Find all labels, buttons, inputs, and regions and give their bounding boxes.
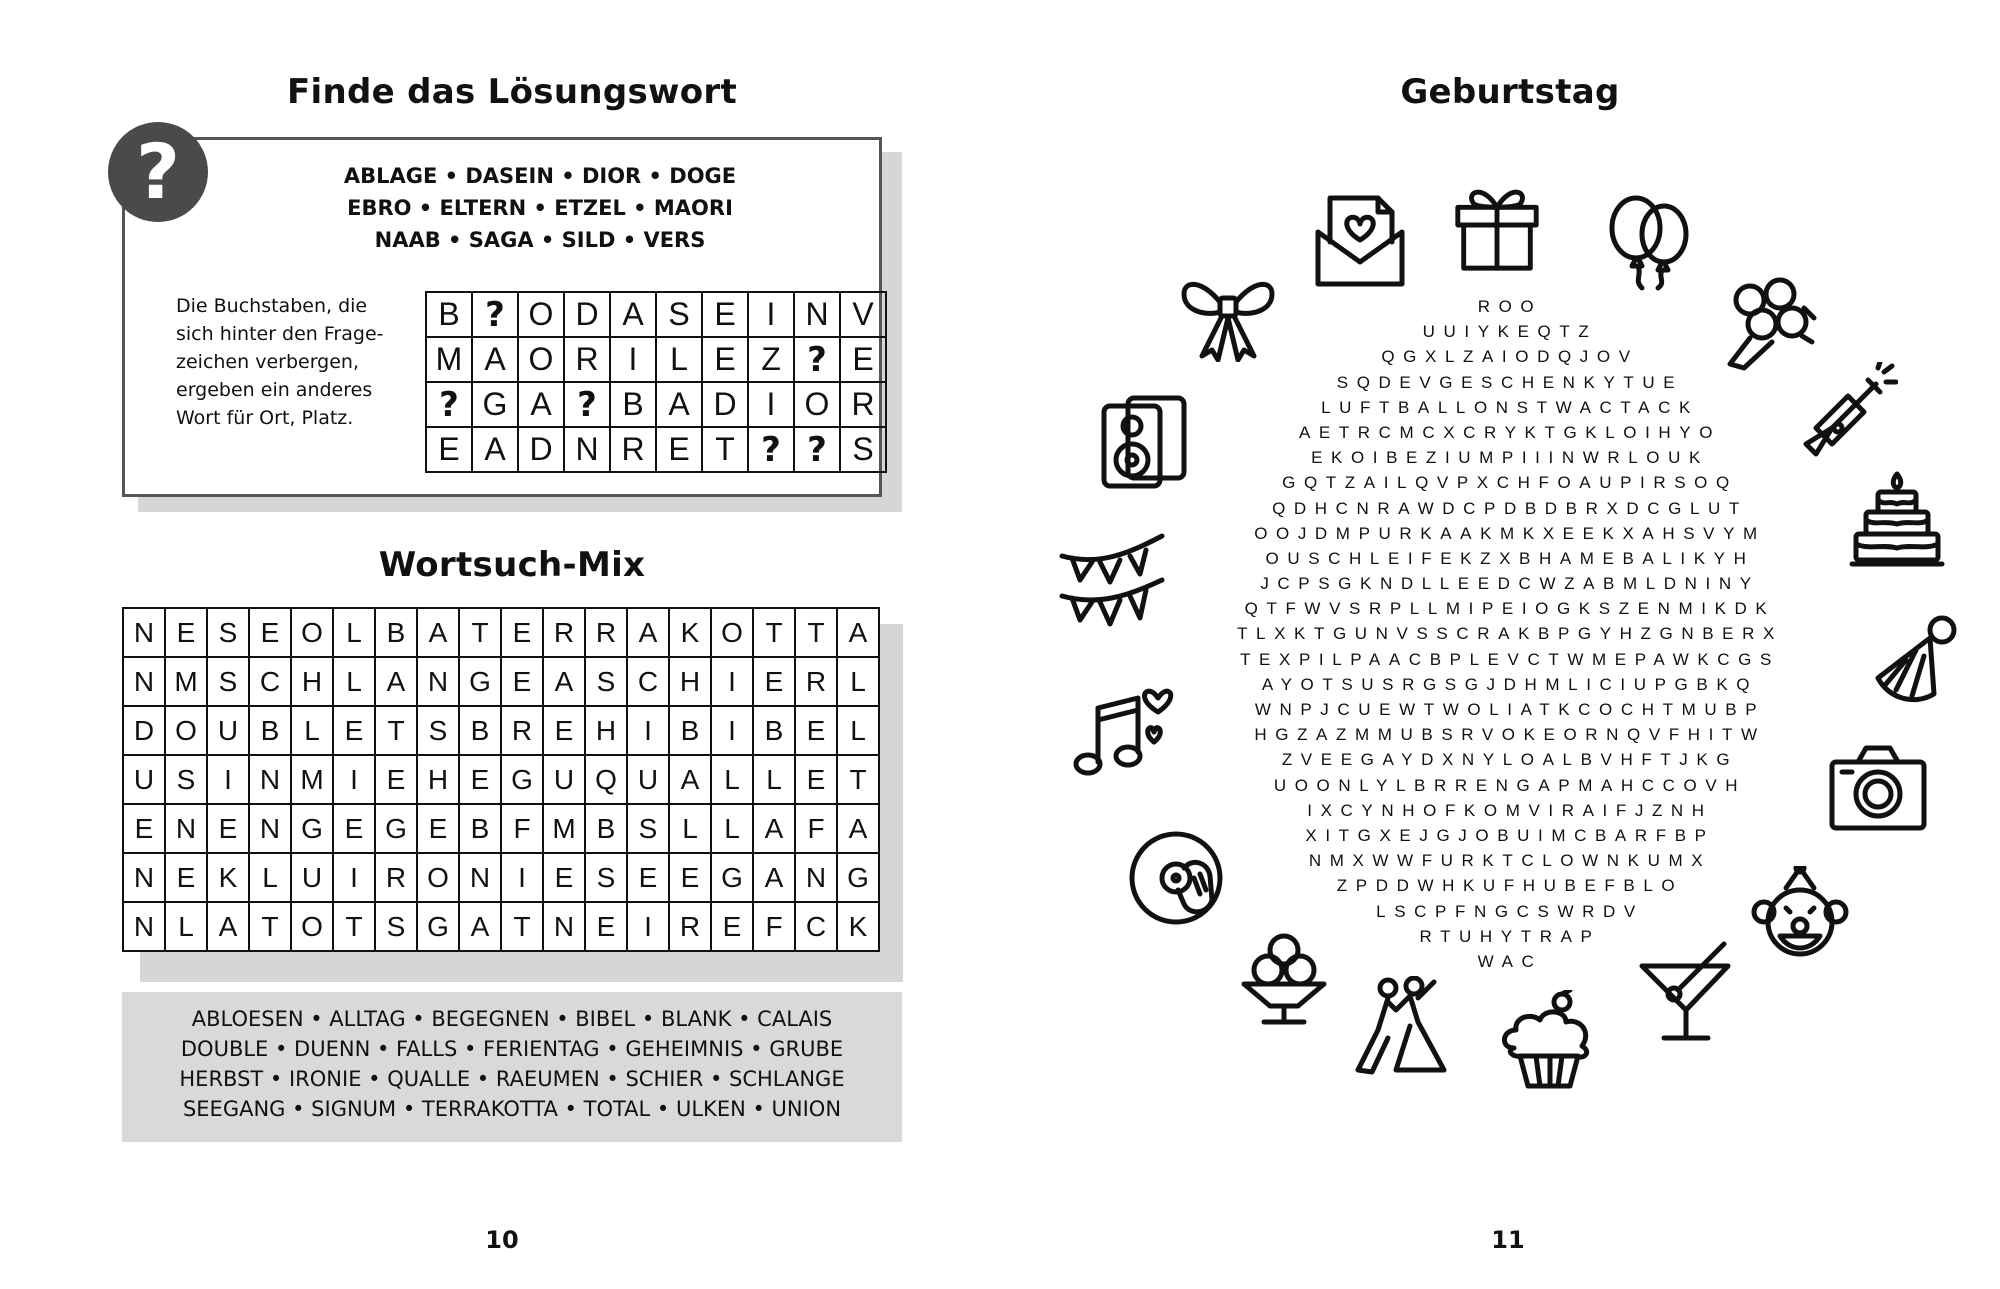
- word-grid-cell: B: [585, 804, 627, 853]
- circle-row: IXCYNHOFKOMVIRAIFJZNH: [1307, 800, 1713, 820]
- word-grid-cell: L: [165, 902, 207, 951]
- word-grid-cell: T: [333, 902, 375, 951]
- camera-icon: [1828, 742, 1928, 834]
- word-grid-cell: N: [165, 804, 207, 853]
- word-grid-cell: F: [753, 902, 795, 951]
- letter-grid-cell: N: [794, 292, 840, 337]
- word-list-line: ABLAGE • DASEIN • DIOR • DOGE: [343, 164, 737, 188]
- title-geburtstag: Geburtstag: [1400, 72, 1620, 112]
- vinyl-record-icon: [1128, 828, 1228, 928]
- word-grid-cell: N: [249, 755, 291, 804]
- word-grid-cell: E: [417, 804, 459, 853]
- word-grid-cell: T: [837, 755, 879, 804]
- champagne-icon: [1798, 362, 1898, 462]
- word-grid-cell: N: [417, 657, 459, 706]
- word-list-line: EBRO • ELTERN • ETZEL • MAORI: [347, 196, 733, 220]
- word-grid-cell: L: [291, 706, 333, 755]
- word-search-list-line: ABLOESEN • ALLTAG • BEGEGNEN • BIBEL • BLANK • CALAIS: [191, 1007, 833, 1031]
- word-grid-cell: H: [669, 657, 711, 706]
- word-grid-cell: U: [291, 853, 333, 902]
- word-grid-cell: O: [291, 608, 333, 657]
- circle-row: AYOTSUSRGSGJDHMLICIUPGBKQ: [1261, 674, 1759, 694]
- word-grid-cell: K: [207, 853, 249, 902]
- balloons-icon: [1598, 192, 1698, 292]
- letter-grid-cell: A: [518, 382, 564, 427]
- word-grid-cell: E: [501, 657, 543, 706]
- word-grid-cell: S: [375, 902, 417, 951]
- circle-row: RTUHYTRAP: [1419, 926, 1601, 946]
- letter-grid-cell: A: [472, 427, 518, 472]
- word-grid-cell: K: [669, 608, 711, 657]
- word-grid-cell: R: [375, 853, 417, 902]
- word-grid-cell: E: [333, 706, 375, 755]
- word-grid-cell: L: [669, 804, 711, 853]
- circle-row: NMXWWFURKTCLOWNKUMX: [1308, 851, 1712, 871]
- question-mark-icon: ?: [108, 122, 208, 222]
- word-grid-cell: L: [837, 706, 879, 755]
- letter-grid-cell: D: [564, 292, 610, 337]
- letter-grid-cell: G: [472, 382, 518, 427]
- word-grid-cell: E: [249, 608, 291, 657]
- word-grid-cell: N: [249, 804, 291, 853]
- word-grid-cell: I: [627, 706, 669, 755]
- circle-row: TLXKTGUNVSSCRAKBPGYHZGNBERX: [1237, 624, 1783, 644]
- word-grid-cell: L: [333, 657, 375, 706]
- word-grid-cell: G: [417, 902, 459, 951]
- circle-row: OUSCHLEIFEKZXBHAMEBALIKYH: [1265, 548, 1755, 568]
- letter-grid-cell: T: [702, 427, 748, 472]
- letter-grid-cell: E: [702, 292, 748, 337]
- word-grid-cell: O: [711, 608, 753, 657]
- word-grid-cell: U: [543, 755, 585, 804]
- title-finde-loesungswort: Finde das Lösungswort: [286, 72, 737, 112]
- word-grid-cell: T: [501, 902, 543, 951]
- letter-grid-cell: ?: [426, 382, 472, 427]
- word-grid-cell: A: [753, 853, 795, 902]
- letter-grid-cell: I: [748, 292, 794, 337]
- word-grid-cell: S: [585, 853, 627, 902]
- word-grid-cell: C: [627, 657, 669, 706]
- word-grid-cell: I: [333, 755, 375, 804]
- circle-row: ROO: [1477, 297, 1543, 316]
- word-grid-cell: E: [333, 804, 375, 853]
- bow-icon: [1178, 272, 1278, 362]
- word-grid-cell: O: [417, 853, 459, 902]
- letter-grid-cell: ?: [794, 337, 840, 382]
- word-grid-cell: E: [543, 853, 585, 902]
- word-grid-cell: B: [459, 706, 501, 755]
- word-grid-cell: I: [207, 755, 249, 804]
- word-grid-cell: I: [333, 853, 375, 902]
- circle-row: GQTZAILQVPXCHFOAUPIRSOQ: [1282, 473, 1738, 493]
- circle-row: XITGXEJGJOBUIMCBARFBP: [1305, 825, 1715, 845]
- word-grid-cell: I: [501, 853, 543, 902]
- circle-row: WAC: [1477, 951, 1543, 971]
- word-grid-cell: K: [837, 902, 879, 951]
- word-grid-cell: B: [669, 706, 711, 755]
- word-grid-cell: R: [795, 657, 837, 706]
- word-grid-cell: A: [417, 608, 459, 657]
- letter-grid-row: [426, 382, 886, 427]
- word-grid-cell: T: [753, 608, 795, 657]
- letter-grid-cell: O: [518, 337, 564, 382]
- word-search-list-line: HERBST • IRONIE • QUALLE • RAEUMEN • SCHIER • SCHLANGE: [179, 1067, 845, 1091]
- letter-grid-cell: ?: [748, 427, 794, 472]
- circle-row: HGZAZMMUBSRVOKEORNQVFHITW: [1254, 725, 1766, 745]
- word-grid-cell: F: [795, 804, 837, 853]
- letter-grid-cell: R: [840, 382, 886, 427]
- word-grid-cell: O: [165, 706, 207, 755]
- word-grid-cell: E: [795, 706, 837, 755]
- word-grid-cell: B: [375, 608, 417, 657]
- word-grid-row: [123, 706, 879, 755]
- hint-line: ergeben ein anderes: [176, 379, 373, 401]
- word-grid-cell: Q: [585, 755, 627, 804]
- word-grid-cell: E: [501, 608, 543, 657]
- word-grid-cell: T: [459, 608, 501, 657]
- word-grid-cell: B: [753, 706, 795, 755]
- hint-line: sich hinter den Frage-: [176, 323, 384, 345]
- word-grid-cell: E: [585, 902, 627, 951]
- word-grid-cell: U: [627, 755, 669, 804]
- word-grid-cell: E: [165, 853, 207, 902]
- letter-grid-cell: N: [564, 427, 610, 472]
- word-grid-row: [123, 608, 879, 657]
- page-number-right: 11: [1491, 1226, 1525, 1254]
- word-grid-row: [123, 657, 879, 706]
- circle-row: OOJDMPURKAAKMKXEEKXAHSVYM: [1254, 523, 1766, 543]
- word-grid-cell: N: [543, 902, 585, 951]
- letter-grid-cell: R: [610, 427, 656, 472]
- letter-grid-cell: A: [610, 292, 656, 337]
- word-grid-cell: R: [501, 706, 543, 755]
- word-grid-cell: M: [543, 804, 585, 853]
- letter-grid-cell: O: [518, 292, 564, 337]
- bouquet-icon: [1720, 272, 1820, 372]
- bunting-icon: [1058, 530, 1168, 630]
- letter-grid-cell: S: [656, 292, 702, 337]
- word-grid-cell: E: [165, 608, 207, 657]
- word-grid-cell: E: [669, 853, 711, 902]
- word-grid-cell: M: [165, 657, 207, 706]
- circle-row: QTFWVSRPLLMIPEIOGKSZENMIKDK: [1244, 599, 1776, 619]
- word-grid-cell: G: [459, 657, 501, 706]
- word-grid-cell: I: [627, 902, 669, 951]
- letter-grid-cell: Z: [748, 337, 794, 382]
- word-grid-cell: R: [585, 608, 627, 657]
- word-grid-cell: N: [795, 853, 837, 902]
- letter-grid-cell: D: [518, 427, 564, 472]
- word-grid-cell: O: [291, 902, 333, 951]
- dancing-couple-icon: [1348, 976, 1448, 1080]
- circle-row: SQDEVGESCHENKYTUE: [1336, 372, 1684, 392]
- hint-text: [176, 292, 416, 432]
- word-grid-cell: A: [459, 902, 501, 951]
- word-grid-cell: B: [459, 804, 501, 853]
- word-grid-cell: U: [207, 706, 249, 755]
- circle-row: JCPSGKNDLLEEDCWZABMLDNINY: [1260, 574, 1760, 594]
- word-search-list-line: SEEGANG • SIGNUM • TERRAKOTTA • TOTAL • ULKEN • UNION: [182, 1097, 842, 1121]
- clown-icon: [1750, 866, 1850, 966]
- word-grid-cell: L: [711, 755, 753, 804]
- letter-grid-cell: S: [840, 427, 886, 472]
- letter-grid-cell: ?: [794, 427, 840, 472]
- word-grid-cell: I: [711, 706, 753, 755]
- word-grid-cell: E: [459, 755, 501, 804]
- word-grid-cell: L: [333, 608, 375, 657]
- word-grid-cell: C: [795, 902, 837, 951]
- gift-icon: [1448, 176, 1546, 274]
- word-search-grid: [122, 607, 880, 952]
- cupcake-icon: [1500, 990, 1598, 1090]
- circle-row: QDHCNRAWDCPDBDBRXDCGLUT: [1272, 498, 1748, 518]
- letter-grid-cell: ?: [564, 382, 610, 427]
- hint-line: Die Buchstaben, die: [176, 295, 368, 317]
- word-grid-cell: G: [375, 804, 417, 853]
- circle-row: ZPDDWHKUFHUBEFBLO: [1336, 876, 1684, 896]
- letter-grid-cell: E: [840, 337, 886, 382]
- word-grid-cell: A: [543, 657, 585, 706]
- letter-grid-cell: M: [426, 337, 472, 382]
- hint-line: Wort für Ort, Platz.: [176, 407, 354, 429]
- letter-grid-cell: I: [748, 382, 794, 427]
- word-grid-cell: S: [165, 755, 207, 804]
- word-grid-cell: E: [123, 804, 165, 853]
- word-grid-cell: L: [753, 755, 795, 804]
- word-grid-cell: N: [459, 853, 501, 902]
- letter-grid-cell: D: [702, 382, 748, 427]
- letter-grid-cell: E: [426, 427, 472, 472]
- word-grid-cell: L: [711, 804, 753, 853]
- letter-grid-row: [426, 292, 886, 337]
- word-grid-cell: T: [249, 902, 291, 951]
- word-grid-cell: C: [249, 657, 291, 706]
- music-notes-icon: [1068, 686, 1178, 786]
- word-grid-cell: A: [627, 608, 669, 657]
- word-grid-cell: U: [123, 755, 165, 804]
- circle-row: WNPJCUEWTWOLIATKCOCHTMUBP: [1254, 700, 1766, 719]
- word-grid-cell: H: [291, 657, 333, 706]
- circle-row: AETRCMCXCRYKTGKLOIHYO: [1298, 422, 1722, 442]
- word-grid-cell: I: [711, 657, 753, 706]
- circle-row: TEXPILPAACBPLEVCTWMEPAWKCGS: [1240, 649, 1780, 669]
- speaker-icon: [1098, 392, 1190, 492]
- circle-row: UUIYKEQTZ: [1422, 322, 1598, 342]
- circle-row: UOONLYLBRRENGAPMAHCCOVH: [1273, 775, 1747, 795]
- word-grid-cell: E: [627, 853, 669, 902]
- solution-word-list: [300, 160, 780, 256]
- letter-heart-icon: [1310, 192, 1410, 292]
- word-grid-cell: E: [375, 755, 417, 804]
- word-grid-cell: T: [795, 608, 837, 657]
- circle-row: ZVEEGAYDXNYLOALBVHFTJKG: [1281, 750, 1739, 770]
- word-grid-cell: S: [207, 608, 249, 657]
- ice-cream-icon: [1238, 928, 1330, 1028]
- word-grid-cell: E: [543, 706, 585, 755]
- word-grid-cell: S: [585, 657, 627, 706]
- word-grid-cell: G: [837, 853, 879, 902]
- word-grid-cell: S: [417, 706, 459, 755]
- word-grid-cell: B: [249, 706, 291, 755]
- letter-grid-cell: I: [610, 337, 656, 382]
- word-grid-cell: L: [249, 853, 291, 902]
- word-grid-row: [123, 853, 879, 902]
- word-grid-cell: S: [627, 804, 669, 853]
- word-grid-cell: E: [795, 755, 837, 804]
- letter-grid-row: [426, 337, 886, 382]
- word-grid-cell: S: [207, 657, 249, 706]
- letter-grid-cell: A: [472, 337, 518, 382]
- word-grid-cell: A: [837, 608, 879, 657]
- word-grid-cell: G: [291, 804, 333, 853]
- letter-grid: [425, 291, 887, 473]
- letter-grid-cell: L: [656, 337, 702, 382]
- party-hat-icon: [1868, 608, 1960, 708]
- letter-grid-cell: ?: [472, 292, 518, 337]
- word-grid-cell: R: [543, 608, 585, 657]
- word-grid-cell: A: [669, 755, 711, 804]
- word-grid-row: [123, 804, 879, 853]
- letter-grid-cell: A: [656, 382, 702, 427]
- word-grid-cell: M: [291, 755, 333, 804]
- circle-row: EKOIBEZIUMPIIINWRLOUK: [1311, 448, 1709, 468]
- letter-grid-cell: E: [656, 427, 702, 472]
- word-grid-cell: N: [123, 657, 165, 706]
- word-grid-cell: F: [501, 804, 543, 853]
- word-grid-cell: T: [375, 706, 417, 755]
- word-grid-cell: G: [501, 755, 543, 804]
- circle-row: LSCPFNGCSWRDV: [1376, 901, 1644, 921]
- letter-grid-row: [426, 427, 886, 472]
- word-grid-cell: L: [837, 657, 879, 706]
- word-grid-cell: E: [207, 804, 249, 853]
- word-grid-row: [123, 902, 879, 951]
- title-wortsuch-mix: Wortsuch-Mix: [378, 545, 646, 585]
- circle-row: LUFTBALLONSTWACTACK: [1321, 397, 1699, 417]
- word-grid-cell: N: [123, 608, 165, 657]
- cocktail-icon: [1638, 938, 1734, 1042]
- word-grid-cell: N: [123, 853, 165, 902]
- hint-line: zeichen verbergen,: [176, 351, 360, 373]
- word-grid-cell: A: [753, 804, 795, 853]
- word-grid-cell: D: [123, 706, 165, 755]
- letter-grid-cell: O: [794, 382, 840, 427]
- word-grid-cell: E: [711, 902, 753, 951]
- word-grid-cell: A: [837, 804, 879, 853]
- word-search-list: [122, 992, 902, 1142]
- letter-grid-cell: R: [564, 337, 610, 382]
- word-grid-cell: R: [669, 902, 711, 951]
- word-grid-cell: G: [711, 853, 753, 902]
- word-grid-cell: N: [123, 902, 165, 951]
- word-grid-cell: H: [585, 706, 627, 755]
- word-grid-cell: A: [375, 657, 417, 706]
- page-number-left: 10: [485, 1226, 519, 1254]
- word-search-list-line: DOUBLE • DUENN • FALLS • FERIENTAG • GEHEIMNIS • GRUBE: [180, 1037, 844, 1061]
- letter-grid-cell: B: [610, 382, 656, 427]
- word-list-line: NAAB • SAGA • SILD • VERS: [374, 228, 706, 252]
- letter-grid-cell: E: [702, 337, 748, 382]
- circle-row: QGXLZAIODQJOV: [1381, 347, 1639, 367]
- word-grid-cell: H: [417, 755, 459, 804]
- word-grid-cell: A: [207, 902, 249, 951]
- cake-icon: [1848, 470, 1946, 570]
- word-grid-cell: E: [753, 657, 795, 706]
- letter-grid-cell: B: [426, 292, 472, 337]
- word-grid-row: [123, 755, 879, 804]
- letter-grid-cell: V: [840, 292, 886, 337]
